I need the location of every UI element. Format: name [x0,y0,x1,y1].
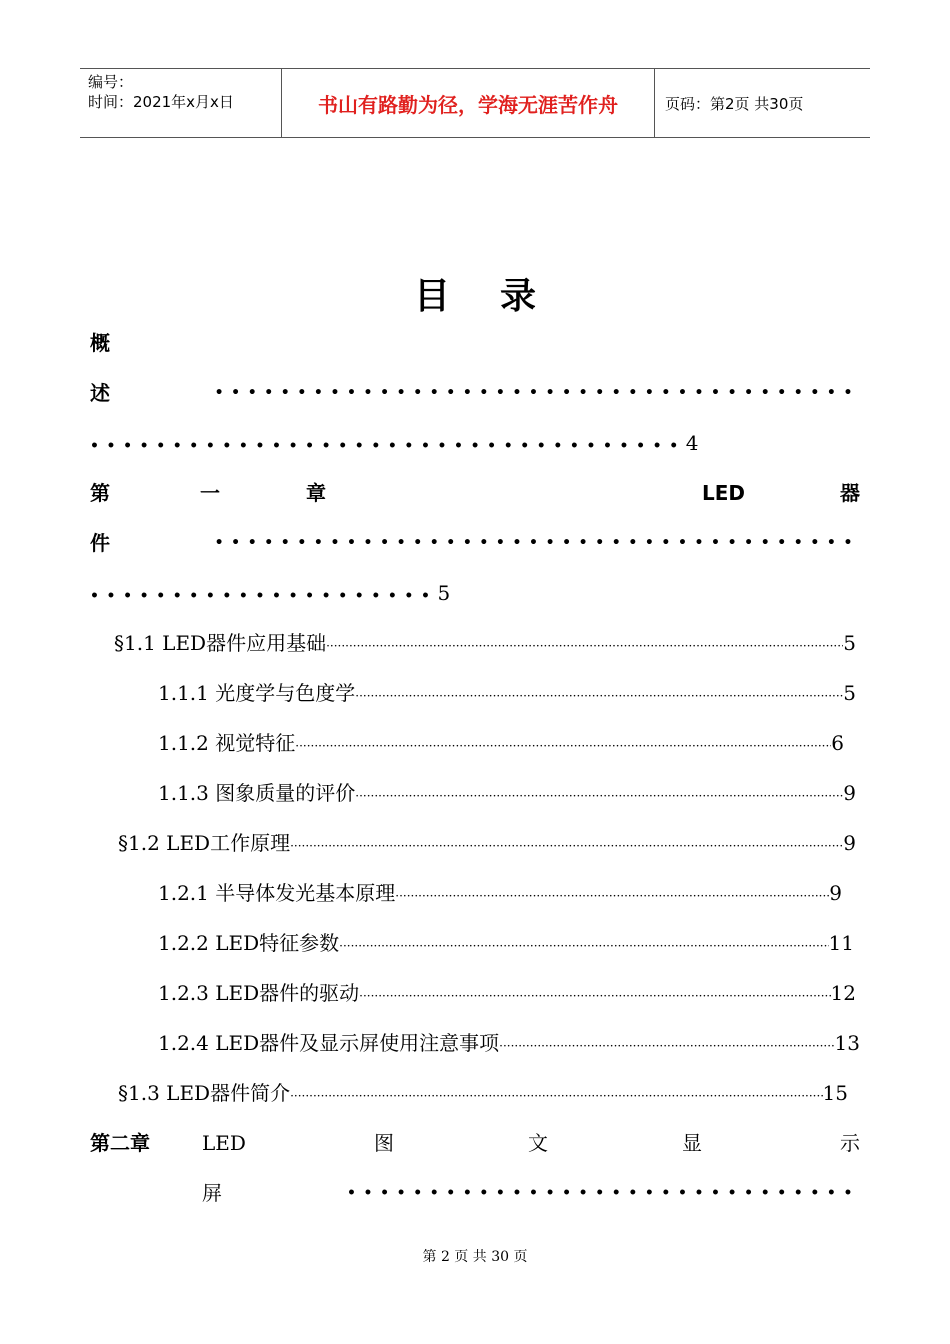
toc-chapter1-char: 件 [90,531,110,555]
chapter1-word-4: LED [702,481,746,505]
title-right-char: 录 [500,276,537,317]
toc-entry-text: 1.2.2 LED特征参数 [158,931,340,955]
toc-entry-page: 13 [834,1031,860,1055]
toc-leader [395,881,829,911]
toc-entry[interactable] [158,728,844,761]
document-header [80,68,870,138]
toc-entry[interactable] [118,1078,848,1111]
page-footer: 第 2 页 共 30 页 [422,1249,528,1265]
toc-leader [355,781,843,811]
toc-chapter1-dots: ••••••••••••••••••••••••••••••••••••••• [214,535,860,551]
toc-entry-text: 1.1.3 图象质量的评价 [158,781,356,805]
toc-leader [290,1081,822,1111]
toc-overview-line3 [90,428,698,461]
header-time-label: 时间：2021年x月x日 [88,93,234,111]
toc-overview-page: 4 [685,431,699,455]
toc-entry-page: 15 [822,1081,848,1105]
toc-chapter1-line3 [90,578,450,611]
toc-entry-text: §1.2 LED工作原理 [118,831,291,855]
chapter2-word-5: 显 [682,1131,702,1155]
toc-overview-line1: 概 [90,331,110,355]
toc-entry[interactable] [158,978,856,1011]
chapter1-word-5: 器 [840,481,860,505]
toc-entry-text: 1.1.2 视觉特征 [158,731,296,755]
toc-leader [339,931,828,961]
toc-chapter1-dots-2: ••••••••••••••••••••• [90,588,438,604]
chapter1-word-3: 章 [306,481,326,505]
toc-entry[interactable] [158,678,856,711]
toc-entry-text: §1.1 LED器件应用基础 [114,631,327,655]
toc-overview-char: 述 [90,381,110,405]
toc-entry-page: 12 [830,981,856,1005]
toc-entry[interactable] [158,928,854,961]
toc-entry[interactable] [158,878,842,911]
toc-overview-dots-2: •••••••••••••••••••••••••••••••••••• [90,438,686,454]
header-meta [80,69,282,137]
toc-chapter2-char: 屏 [202,1181,222,1205]
toc-entry-page: 9 [843,781,856,805]
toc-entry-page: 9 [843,831,856,855]
chapter2-word-6: 示 [840,1131,860,1155]
chapter1-word-2: 一 [200,481,220,505]
toc-entry[interactable] [158,778,856,811]
toc-leader [359,981,830,1011]
toc-entry-page: 11 [828,931,854,955]
toc-entry-page: 6 [831,731,844,755]
header-page-info: 页码：第2页 共30页 [665,94,804,113]
toc-entry-page: 9 [829,881,842,905]
chapter2-word-1: 第二章 [90,1131,150,1155]
toc-entry-page: 5 [843,681,856,705]
toc-entry-text: 1.2.1 半导体发光基本原理 [158,881,396,905]
toc-leader [295,731,831,761]
toc-entry[interactable] [114,628,856,661]
chapter2-word-4: 文 [528,1131,548,1155]
toc-overview-dots: ••••••••••••••••••••••••••••••••••••••• [214,385,860,401]
toc-chapter2-line1 [90,1128,860,1158]
toc-entry[interactable] [118,828,856,861]
toc-chapter1-line2 [90,528,860,558]
toc-entry-text: 1.1.1 光度学与色度学 [158,681,356,705]
toc-leader [499,1031,834,1061]
chapter2-word-3: 图 [374,1131,394,1155]
toc-entry-text: §1.3 LED器件简介 [118,1081,291,1105]
chapter1-word-1: 第 [90,481,110,505]
toc-entry-text: 1.2.3 LED器件的驱动 [158,981,360,1005]
toc-entry[interactable] [158,1028,860,1061]
header-motto: 书山有路勤为径，学海无涯苦作舟 [282,69,655,137]
toc-leader [326,631,843,661]
toc-chapter1-line1 [90,478,860,508]
toc-entry-page: 5 [843,631,856,655]
toc-leader [290,831,843,861]
toc-leader [355,681,843,711]
page-title [0,268,950,319]
toc-entry-text: 1.2.4 LED器件及显示屏使用注意事项 [158,1031,500,1055]
header-number-label: 编号： [88,73,134,91]
toc-chapter2-dots: ••••••••••••••••••••••••••••••• [347,1185,860,1201]
toc-overview-line2 [90,378,860,408]
title-left-char: 目 [413,276,450,317]
toc-chapter1-page: 5 [437,581,451,605]
toc-chapter2-line2 [202,1178,860,1208]
chapter2-word-2: LED [202,1131,246,1155]
